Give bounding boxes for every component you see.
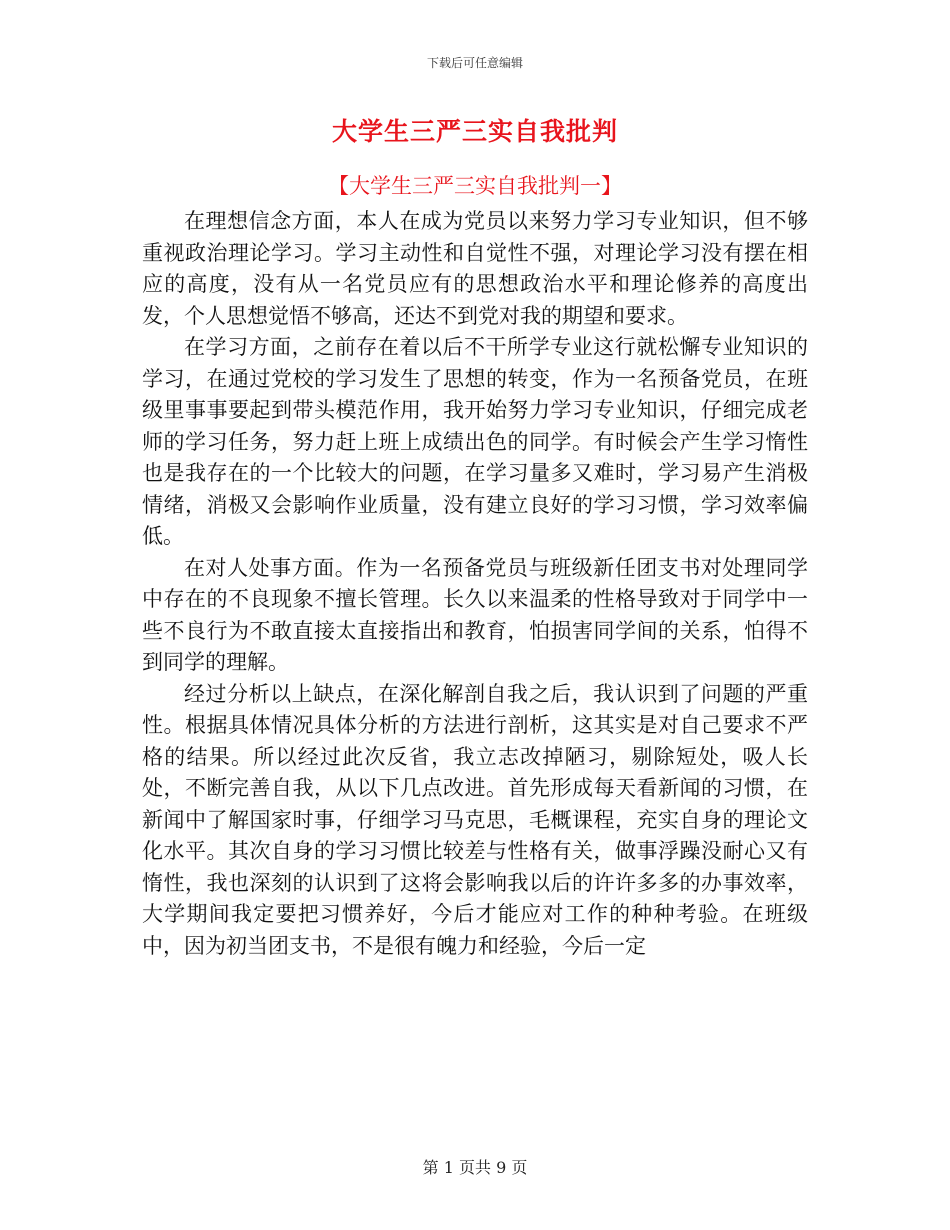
paragraph-study: 在学习方面，之前存在着以后不干所学专业这行就松懈专业知识的学习，在通过党校的学习发生了思想的转变，作为一名预备党员，在班级里事事要起到带头模范作用，我开始努力学习专业知识，仔细完成老师的学习任务，努力赶上班上成绩出色的同学。有时候会产生学习惰性也是我存在的一个比较大的问题，在学习量多又难时，学习易产生消极情绪，消极又会影响作业质量，没有建立良好的学习习惯，学习效率偏低。 bbox=[142, 335, 808, 548]
paragraph-interpersonal: 在对人处事方面。作为一名预备党员与班级新任团支书对处理同学中存在的不良现象不擅长管理。长久以来温柔的性格导致对于同学中一些不良行为不敢直接太直接指出和教育，怕损害同学间的关系，怕得不到同学的理解。 bbox=[142, 555, 808, 674]
paragraph-ideals: 在理想信念方面，本人在成为党员以来努力学习专业知识，但不够重视政治理论学习。学习主动性和自觉性不强，对理论学习没有摆在相应的高度，没有从一名党员应有的思想政治水平和理论修养的高度出发，个人思想觉悟不够高，还达不到党对我的期望和要求。 bbox=[142, 209, 808, 328]
paragraph-improvement: 经过分析以上缺点，在深化解剖自我之后，我认识到了问题的严重性。根据具体情况具体分析的方法进行剖析，这其实是对自己要求不严格的结果。所以经过此次反省，我立志改掉陋习，剔除短处，吸人长处，不断完善自我，从以下几点改进。首先形成每天看新闻的习惯，在新闻中了解国家时事，仔细学习马克思，毛概课程，充实自身的理论文化水平。其次自身的学习习惯比较差与性格有关，做事浮躁没耐心又有惰性，我也深刻的认识到了这将会影响我以后的许许多多的办事效率，大学期间我定要把习惯养好，今后才能应对工作的种种考验。在班级中，因为初当团支书，不是很有魄力和经验，今后一定 bbox=[142, 681, 808, 958]
section-title: 【大学生三严三实自我批判一】 bbox=[328, 174, 622, 198]
document-body bbox=[142, 206, 808, 962]
page-number: 第 1 页共 9 页 bbox=[422, 1158, 528, 1177]
document-title: 大学生三严三实自我批判 bbox=[331, 117, 618, 146]
header-note: 下载后可任意编辑 bbox=[426, 56, 523, 70]
